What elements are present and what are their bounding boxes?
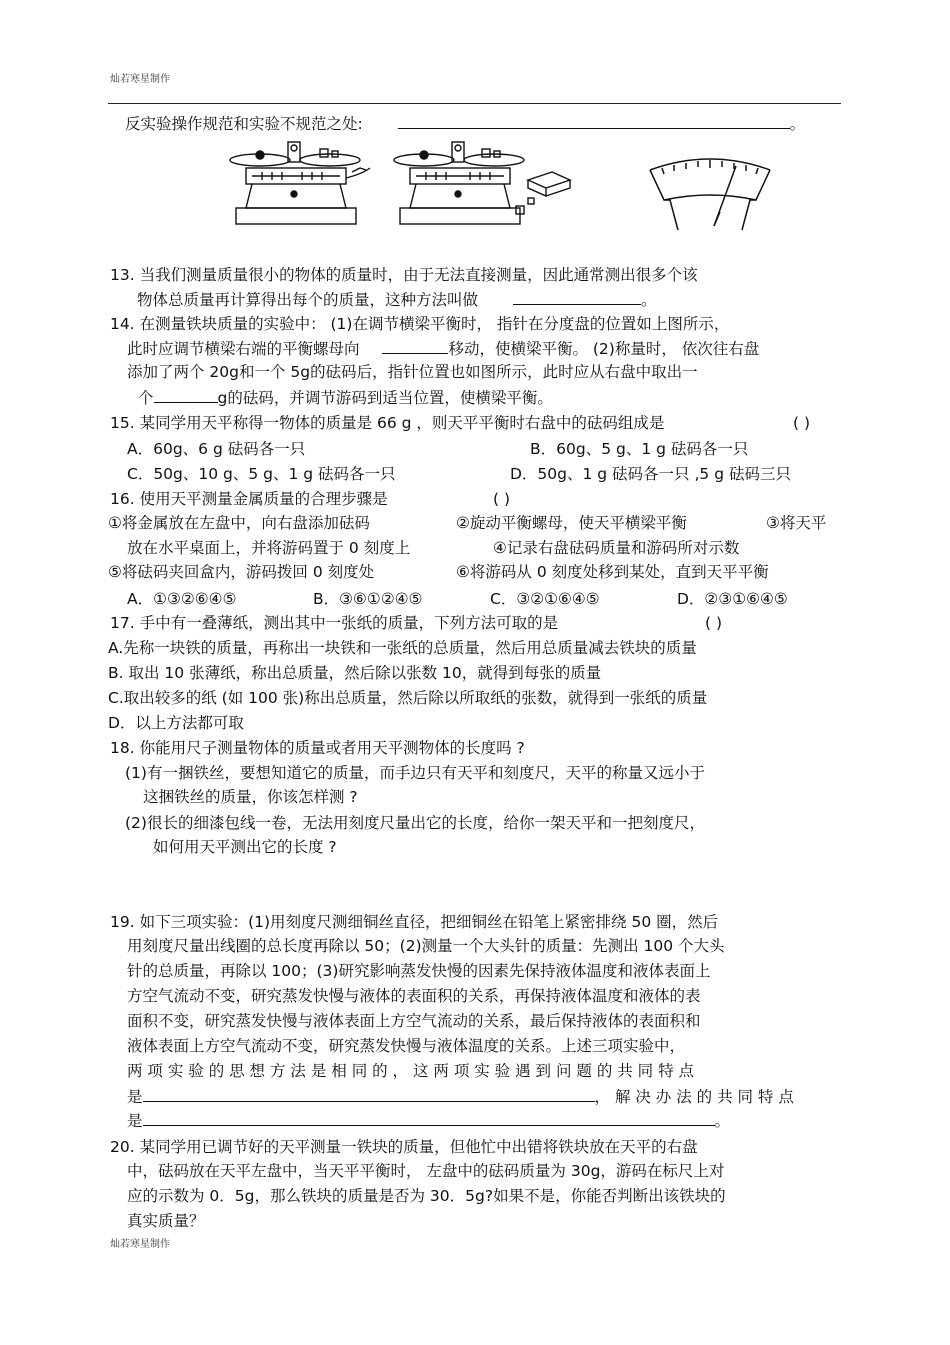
q14-line4 xyxy=(138,387,553,408)
q12-tail xyxy=(125,113,805,134)
q14-line3: 添加了两个 20g和一个 5g的砝码后，指针位置也如图所示，此时应从右盘中取出一 xyxy=(127,363,698,381)
q16-step5: ⑤将砝码夹回盒内，游码拨回 0 刻度处 xyxy=(108,563,375,581)
q14-line2-text: 此时应调节横梁右端的平衡螺母向 xyxy=(127,340,360,358)
q15-option-b[interactable]: B．60g、5 g、1 g 砝码各一只 xyxy=(530,440,749,458)
q14-line2-rest: 移动，使横梁平衡。 (2)称量时， 依次往右盘 xyxy=(448,340,760,358)
q16-option-c[interactable]: C．③②①⑥④⑤ xyxy=(490,590,600,608)
q16-option-a[interactable]: A．①③②⑥④⑤ xyxy=(127,590,237,608)
q14-line4-start: 个 xyxy=(138,389,154,407)
q14-mass-blank[interactable] xyxy=(154,387,218,403)
q16-step4: ④记录右盘砝码质量和游码所对示数 xyxy=(493,539,740,557)
q17-option-c[interactable]: C.取出较多的纸 (如 100 张)称出总质量，然后除以所取纸的张数，就得到一张纸的质量 xyxy=(108,689,708,707)
q19-line2: 用刻度尺量出线圈的总长度再除以 50；(2)测量一个大头针的质量：先测出 100 个大头 xyxy=(127,937,725,955)
q16-step3-cont: 放在水平桌面上，并将游码置于 0 刻度上 xyxy=(127,539,411,557)
q17-paren: ( ) xyxy=(705,614,723,632)
q15-option-a[interactable]: A．60g、6 g 砝码各一只 xyxy=(127,440,306,458)
q19-line4: 方空气流动不变，研究蒸发快慢与液体的表面积的关系，再保持液体温度和液体的表 xyxy=(127,987,701,1005)
q19-line9 xyxy=(127,1110,730,1131)
q19-line6: 液体表面上方空气流动不变，研究蒸发快慢与液体温度的关系。上述三项实验中， xyxy=(127,1037,686,1055)
q15-option-c[interactable]: C．50g、10 g、5 g、1 g 砝码各一只 xyxy=(127,465,396,483)
q18-part2-line2: 如何用天平测出它的长度 ? xyxy=(153,838,337,856)
q16-step3: ③将天平 xyxy=(766,514,827,532)
q14-direction-blank[interactable] xyxy=(382,338,448,354)
q19-problem-blank[interactable] xyxy=(143,1086,595,1102)
pointer-dial-figure xyxy=(648,152,773,234)
q16-option-d[interactable]: D．②③①⑥④⑤ xyxy=(677,590,788,608)
q18-part1-line2: 这捆铁丝的质量，你该怎样测 ? xyxy=(143,788,358,806)
q15-stem: 15. 某同学用天平称得一物体的质量是 66 g ，则天平平衡时右盘中的砝码组成是 xyxy=(110,414,665,432)
q20-line3: 应的示数为 0．5g，那么铁块的质量是否为 30．5g?如果不是，你能否判断出该铁块的 xyxy=(127,1187,726,1205)
q13-answer-blank[interactable] xyxy=(513,289,641,305)
q12-tail-text: 反实验操作规范和实验不规范之处: xyxy=(125,115,363,133)
q16-stem: 16. 使用天平测量金属质量的合理步骤是 xyxy=(110,490,388,508)
balance-figure-right xyxy=(388,138,578,233)
q20-line4: 真实质量？ xyxy=(127,1212,205,1230)
q19-line8-rest: ， 解 决 办 法 的 共 同 特 点 xyxy=(594,1088,794,1106)
q17-option-a[interactable]: A.先称一块铁的质量，再称出一块铁和一张纸的总质量，然后用总质量减去铁块的质量 xyxy=(108,639,697,657)
q19-line7: 两 项 实 验 的 思 想 方 法 是 相 同 的 ， 这 两 项 实 验 遇 到 问 题 的 共 同 特 点 xyxy=(127,1062,695,1080)
q18-part2-line1: (2)很长的细漆包线一卷，无法用刻度尺量出它的长度，给你一架天平和一把刻度尺， xyxy=(125,814,705,832)
page-header: 灿若寒星制作 xyxy=(110,74,170,85)
q14-line4-rest: g的砝码，并调节游码到适当位置，使横梁平衡。 xyxy=(217,389,553,407)
q19-line5: 面积不变，研究蒸发快慢与液体表面上方空气流动的关系，最后保持液体的表面积和 xyxy=(127,1012,701,1030)
q14-line1: 14. 在测量铁块质量的实验中： (1)在调节横梁平衡时， 指针在分度盘的位置如上图所示， xyxy=(110,315,730,333)
q20-line2: 中，砝码放在天平左盘中，当天平平衡时， 左盘中的砝码质量为 30g，游码在标尺上对 xyxy=(127,1162,725,1180)
q18-part1-line1: (1)有一捆铁丝，要想知道它的质量，而手边只有天平和刻度尺，天平的称量又远小于 xyxy=(125,764,705,782)
q15-paren: ( ) xyxy=(793,414,811,432)
q13-line2-end: 。 xyxy=(640,291,657,309)
q13-line2-text: 物体总质量再计算得出每个的质量，这种方法叫做 xyxy=(137,291,479,309)
q12-answer-blank[interactable] xyxy=(398,113,790,129)
q16-paren: ( ) xyxy=(493,490,511,508)
q15-option-d[interactable]: D．50g、1 g 砝码各一只 ,5 g 砝码三只 xyxy=(510,465,791,483)
q19-solution-blank[interactable] xyxy=(143,1110,715,1126)
q16-step2: ②旋动平衡螺母，使天平横梁平衡 xyxy=(456,514,687,532)
q12-end: 。 xyxy=(789,115,806,133)
q16-step1: ①将金属放在左盘中，向右盘添加砝码 xyxy=(108,514,370,532)
q17-stem: 17. 手中有一叠薄纸，测出其中一张纸的质量，下列方法可取的是 xyxy=(110,614,559,632)
q17-option-b[interactable]: B. 取出 10 张薄纸，称出总质量，然后除以张数 10，就得到每张的质量 xyxy=(108,664,602,682)
q19-line8 xyxy=(127,1086,794,1107)
q19-line9-end: 。 xyxy=(714,1112,731,1130)
q13-line1: 13. 当我们测量质量很小的物体的质量时，由于无法直接测量，因此通常测出很多个该 xyxy=(110,266,698,284)
header-rule xyxy=(108,103,841,104)
q19-line1: 19. 如下三项实验：(1)用刻度尺测细铜丝直径，把细铜丝在铅笔上紧密排绕 50 圈，然后 xyxy=(110,913,719,931)
q17-option-d[interactable]: D．以上方法都可取 xyxy=(108,714,244,732)
q18-stem: 18. 你能用尺子测量物体的质量或者用天平测物体的长度吗 ? xyxy=(110,739,525,757)
q16-step6: ⑥将游码从 0 刻度处移到某处，直到天平平衡 xyxy=(456,563,769,581)
q16-option-b[interactable]: B．③⑥①②④⑤ xyxy=(313,590,423,608)
balance-figure-left xyxy=(222,138,377,233)
q14-line2 xyxy=(127,338,759,359)
q19-line8-start: 是 xyxy=(127,1088,143,1106)
q13-line2 xyxy=(137,289,656,310)
q20-line1: 20. 某同学用已调节好的天平测量一铁块的质量，但他忙中出错将铁块放在天平的右盘 xyxy=(110,1138,698,1156)
q19-line9-start: 是 xyxy=(127,1112,143,1130)
page-footer: 灿若寒星制作 xyxy=(110,1239,170,1250)
q19-line3: 针的总质量，再除以 100；(3)研究影响蒸发快慢的因素先保持液体温度和液体表面上 xyxy=(127,962,711,980)
